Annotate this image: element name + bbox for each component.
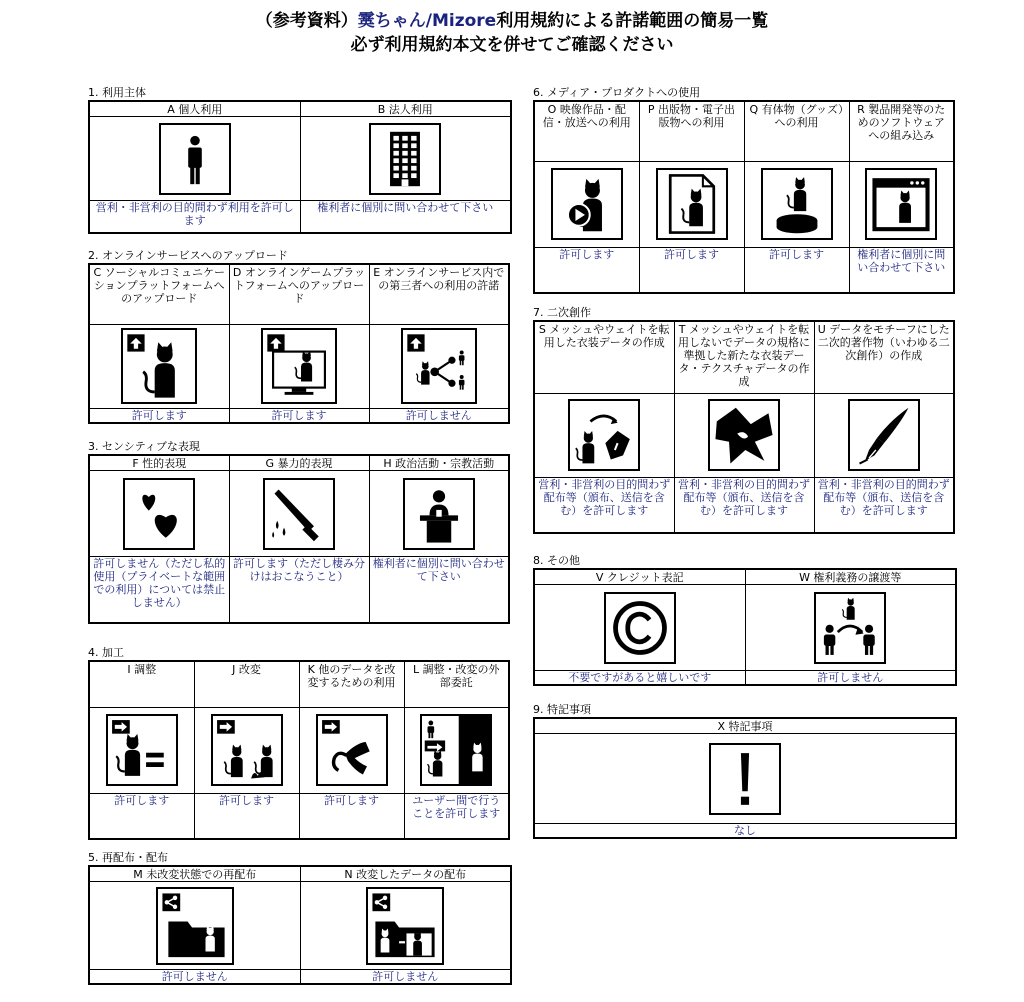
item-heading: L 調整・改変の外部委託 xyxy=(404,661,509,707)
item-heading: P 出版物・電子出版物への利用 xyxy=(639,101,744,161)
license-table xyxy=(533,100,955,294)
section-2 xyxy=(88,249,510,424)
ribbon-icon xyxy=(708,399,780,471)
section-label: 2. オンラインサービスへのアップロード xyxy=(88,249,288,262)
license-table xyxy=(533,320,955,534)
section-label: 1. 利用主体 xyxy=(88,86,146,99)
item-heading: B 法人利用 xyxy=(300,101,511,117)
section-label: 6. メディア・プロダクトへの使用 xyxy=(533,86,701,99)
figure-cat-icon xyxy=(761,168,833,240)
section-label: 8. その他 xyxy=(533,554,580,567)
modify-cat-icon xyxy=(211,714,283,786)
item-heading: C ソーシャルコミュニケーションプラットフォームへのアップロード xyxy=(89,264,229,324)
item-icon-cell xyxy=(674,393,814,477)
license-table xyxy=(533,568,957,686)
section-3 xyxy=(88,440,510,624)
item-heading: J 改変 xyxy=(194,661,299,707)
section-label: 5. 再配布・配布 xyxy=(88,851,168,864)
item-heading: F 性的表現 xyxy=(89,455,229,471)
item-icon-cell xyxy=(89,324,229,408)
pen-nib-icon xyxy=(848,399,920,471)
page-subtitle: 必ず利用規約本文を併せてご確認ください xyxy=(350,35,674,55)
item-status: 許可します xyxy=(194,793,299,839)
bow-icon xyxy=(316,714,388,786)
section-8 xyxy=(533,554,957,686)
item-heading: A 個人利用 xyxy=(89,101,300,117)
transfer-icon xyxy=(814,592,886,664)
exclamation-icon xyxy=(709,743,781,815)
knife-icon xyxy=(263,478,335,550)
title-prefix: （参考資料） xyxy=(255,11,358,31)
item-icon-cell xyxy=(534,393,674,477)
license-table xyxy=(88,263,510,424)
item-heading: X 特記事項 xyxy=(534,718,956,734)
share-users-icon xyxy=(401,328,477,404)
item-status: 営利・非営利の目的問わず利用を許可します xyxy=(89,201,300,233)
page-title xyxy=(0,10,1024,32)
title-name: 霙ちゃん/Mizore xyxy=(357,11,497,31)
item-status: 許可します xyxy=(229,408,369,423)
item-icon-cell xyxy=(404,707,509,793)
section-label: 7. 二次創作 xyxy=(533,306,591,319)
item-status: 営利・非営利の目的問わず配布等（頒布、送信を含む）を許可します xyxy=(674,477,814,533)
item-icon-cell xyxy=(300,882,511,970)
upload-monitor-cat-icon xyxy=(261,328,337,404)
item-icon-cell xyxy=(814,393,954,477)
item-heading: M 未改変状態での再配布 xyxy=(89,866,300,882)
item-status: 営利・非営利の目的問わず配布等（頒布、送信を含む）を許可します xyxy=(534,477,674,533)
item-icon-cell xyxy=(300,117,511,201)
item-status: 許可します（ただし棲み分けはおこなうこと） xyxy=(229,557,369,623)
software-window-icon xyxy=(865,168,937,240)
hearts-icon xyxy=(123,478,195,550)
item-heading: R 製品開発等のためのソフトウェアへの組み込み xyxy=(849,101,954,161)
license-table xyxy=(88,660,510,840)
item-icon-cell xyxy=(369,471,509,557)
item-heading: W 権利義務の譲渡等 xyxy=(745,569,956,585)
item-icon-cell xyxy=(534,585,745,671)
item-heading: U データをモチーフにした二次的著作物（いわゆる二次創作）の作成 xyxy=(814,321,954,393)
item-icon-cell xyxy=(299,707,404,793)
item-heading: E オンラインサービス内での第三者への利用の許諾 xyxy=(369,264,509,324)
item-status: なし xyxy=(534,824,956,839)
item-icon-cell xyxy=(229,471,369,557)
share-folder-icon xyxy=(156,887,234,965)
section-6 xyxy=(533,86,955,294)
item-icon-cell xyxy=(744,161,849,247)
item-icon-cell xyxy=(745,585,956,671)
share-modified-icon xyxy=(366,887,444,965)
license-table xyxy=(88,454,510,624)
building-icon xyxy=(369,123,441,195)
item-status: 営利・非営利の目的問わず配布等（頒布、送信を含む）を許可します xyxy=(814,477,954,533)
item-heading: G 暴力的表現 xyxy=(229,455,369,471)
item-status: 許可しません xyxy=(369,408,509,423)
item-status: 許可します xyxy=(89,408,229,423)
item-icon-cell xyxy=(89,117,300,201)
title-suffix: 利用規約による許諾範囲の簡易一覧 xyxy=(496,11,769,31)
item-icon-cell xyxy=(369,324,509,408)
item-icon-cell xyxy=(89,471,229,557)
item-heading: I 調整 xyxy=(89,661,194,707)
item-status: 権利者に個別に問い合わせて下さい xyxy=(369,557,509,623)
item-icon-cell xyxy=(849,161,954,247)
item-status: 許可します xyxy=(534,247,639,293)
item-heading: V クレジット表記 xyxy=(534,569,745,585)
item-icon-cell xyxy=(194,707,299,793)
item-heading: S メッシュやウェイトを転用した衣装データの作成 xyxy=(534,321,674,393)
section-5 xyxy=(88,851,512,985)
section-label: 4. 加工 xyxy=(88,646,124,659)
item-heading: D オンラインゲームプラットフォームへのアップロード xyxy=(229,264,369,324)
item-icon-cell xyxy=(89,882,300,970)
item-status: 権利者に個別に問い合わせて下さい xyxy=(300,201,511,233)
section-label: 9. 特記事項 xyxy=(533,703,591,716)
item-heading: N 改変したデータの配布 xyxy=(300,866,511,882)
item-status: 許可します xyxy=(744,247,849,293)
license-table xyxy=(88,100,512,234)
item-icon-cell xyxy=(534,161,639,247)
person-icon xyxy=(159,123,231,195)
license-table xyxy=(88,865,512,985)
outsourcing-icon xyxy=(420,714,492,786)
item-icon-cell xyxy=(534,734,956,824)
adjust-cat-icon xyxy=(106,714,178,786)
item-heading: H 政治活動・宗教活動 xyxy=(369,455,509,471)
section-7 xyxy=(533,306,955,534)
item-icon-cell xyxy=(229,324,369,408)
section-9 xyxy=(533,703,957,839)
item-icon-cell xyxy=(89,707,194,793)
cat-to-ribbon-icon xyxy=(568,399,640,471)
item-status: 許可しません xyxy=(300,970,511,985)
section-1 xyxy=(88,86,512,234)
item-heading: Q 有体物（グッズ）への利用 xyxy=(744,101,849,161)
upload-cat-icon xyxy=(121,328,197,404)
item-status: 許可します xyxy=(299,793,404,839)
item-status: 許可しません xyxy=(89,970,300,985)
item-status: 許可します xyxy=(639,247,744,293)
video-cat-icon xyxy=(551,168,623,240)
item-status: 不要ですがあると嬉しいです xyxy=(534,671,745,686)
item-heading: K 他のデータを改変するための利用 xyxy=(299,661,404,707)
item-status: 許可しません xyxy=(745,671,956,686)
section-label: 3. センシティブな表現 xyxy=(88,440,200,453)
document-cat-icon xyxy=(656,168,728,240)
item-status: 許可しません（ただし私的使用（プライベートな範囲での利用）については禁止しません） xyxy=(89,557,229,623)
item-heading: O 映像作品・配信・放送への利用 xyxy=(534,101,639,161)
item-status: ユーザー間で行うことを許可します xyxy=(404,793,509,839)
section-4 xyxy=(88,646,510,840)
podium-icon xyxy=(403,478,475,550)
item-status: 権利者に個別に問い合わせて下さい xyxy=(849,247,954,293)
license-table xyxy=(533,717,957,839)
item-icon-cell xyxy=(639,161,744,247)
item-heading: T メッシュやウェイトを転用しないでデータの規格に準拠した新たな衣装データ・テクスチャデータの作成 xyxy=(674,321,814,393)
copyright-icon xyxy=(604,592,676,664)
item-status: 許可します xyxy=(89,793,194,839)
